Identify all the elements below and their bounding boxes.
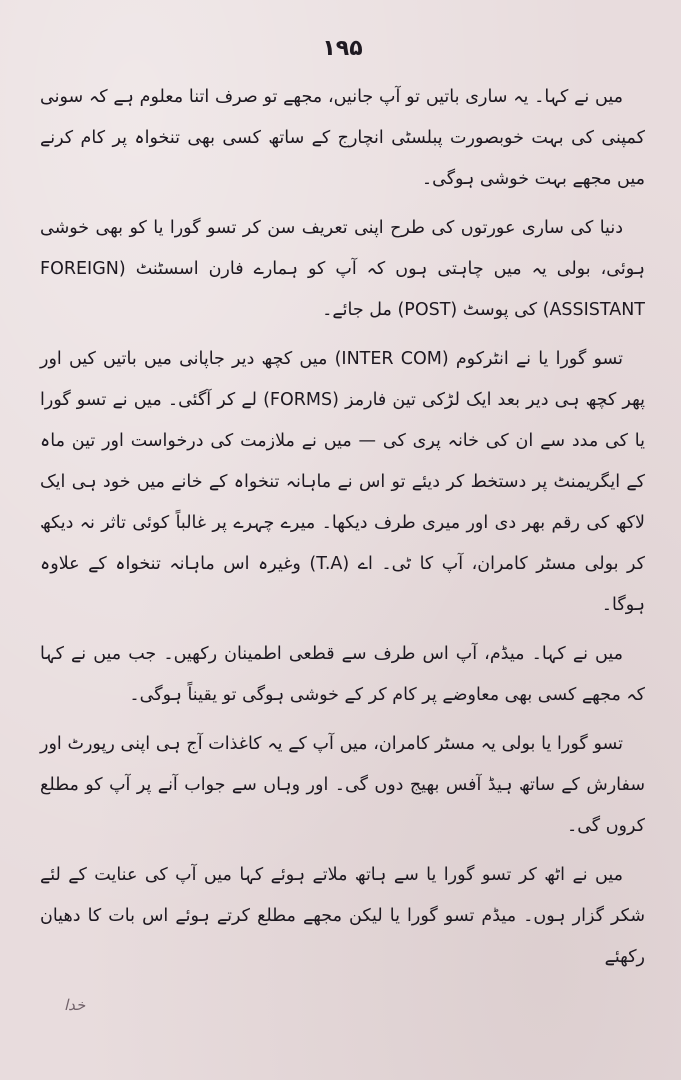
page-number: ۱۹۵ <box>322 36 363 61</box>
paragraph-3: تسو گورا یا نے انٹرکوم (INTER COM) میں کچھ دیر جاپانی میں باتیں کیں اور پھر کچھ ہی دیر بعد ایک لڑکی تین فارمز (FORMS) لے کر آگئی۔ میں نے تسو گورا یا کی مدد سے ان کی خانہ پری کی — میں نے ملازمت کی درخواست اور تین ماہ کے ایگریمنٹ پر دستخط کر دیئے تو اس نے ماہانہ تنخواہ کے خانے میں خود ہی ایک لاکھ کی رقم بھر دی اور میری طرف دیکھا۔ میرے چہرے پر غالباً کوئی تاثر نہ دیکھ کر بولی مسٹر کامران، آپ کا ٹی۔ اے (T.A) وغیرہ اس ماہانہ تنخواہ کے علاوہ ہوگا۔ <box>40 349 646 615</box>
page-body <box>40 77 645 978</box>
paragraph-5: تسو گورا یا بولی یہ مسٹر کامران، میں آپ کے یہ کاغذات آج ہی اپنی رپورٹ اور سفارش کے ساتھ ہیڈ آفس بھیج دوں گی۔ اور وہاں سے جواب آنے پر آپ کو مطلع کروں گی۔ <box>40 734 645 836</box>
paragraph-2: دنیا کی ساری عورتوں کی طرح اپنی تعریف سن کر تسو گورا یا کو بھی خوشی ہوئی، بولی یہ میں چاہتی ہوں کہ آپ کو ہمارے فارن اسسٹنٹ (FOREIGN ASSISTANT) کی پوسٹ (POST) مل جائے۔ <box>40 218 645 320</box>
paragraph-6: میں نے اٹھ کر تسو گورا یا سے ہاتھ ملاتے ہوئے کہا میں آپ کی عنایت کے لئے شکر گزار ہوں۔ میڈم تسو گورا یا لیکن مجھے مطلع کرتے ہوئے اس بات کا دھیان رکھئے <box>40 865 645 967</box>
handwritten-annotation: خدا <box>64 996 86 1014</box>
paragraph-1: میں نے کہا۔ یہ ساری باتیں تو آپ جانیں، مجھے تو صرف اتنا معلوم ہے کہ سونی کمپنی کی بہت خوبصورت پبلسٹی انچارج کے ساتھ کسی بھی تنخواہ پر کام کرنے میں مجھے بہت خوشی ہوگی۔ <box>40 87 645 189</box>
paragraph-4: میں نے کہا۔ میڈم، آپ اس طرف سے قطعی اطمینان رکھیں۔ جب میں نے کہا کہ مجھے کسی بھی معاوضے پر کام کر کے خوشی ہوگی تو یقیناً ہوگی۔ <box>40 644 645 705</box>
